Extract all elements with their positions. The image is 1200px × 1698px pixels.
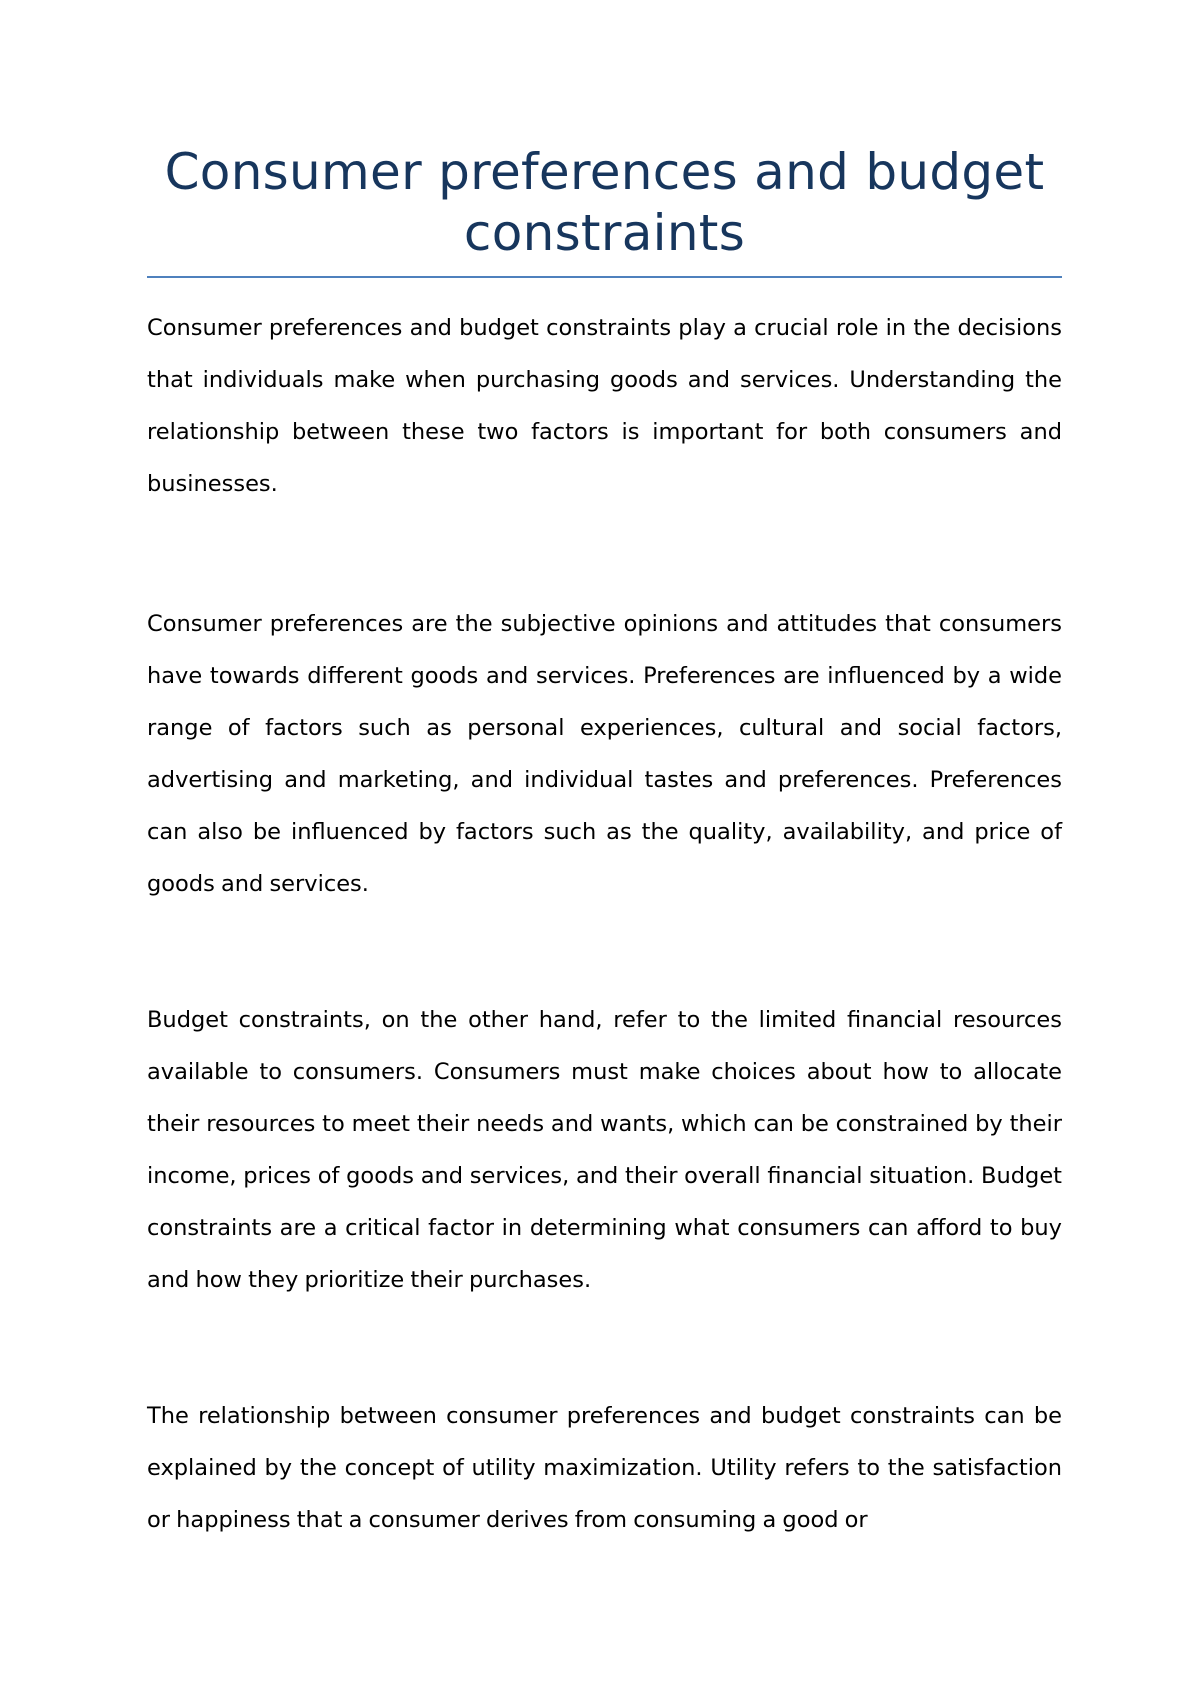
paragraph-consumer-preferences: Consumer preferences are the subjective opinions and attitudes that consumers have towards different goods and services. Preferences are influenced by a wide range of factors such as personal experiences, cultural and social factors, advertising and marketing, and individual tastes and preferences. Preferences can also be influenced by factors such as the quality, availability, and price of goods and services. bbox=[147, 611, 1062, 897]
title-divider bbox=[147, 276, 1062, 278]
paragraph-intro: Consumer preferences and budget constraints play a crucial role in the decisions that individuals make when purchasing goods and services. Understanding the relationship between these two factors is important for both consumers and businesses. bbox=[147, 315, 1062, 497]
document-title: Consumer preferences and budget constraints bbox=[164, 143, 1045, 262]
paragraph-budget-constraints: Budget constraints, on the other hand, refer to the limited financial resources available to consumers. Consumers must make choices about how to allocate their resources to meet their needs and wants, which can be constrained by their income, prices of goods and services, and their overall financial situation. Budget constraints are a critical factor in determining what consumers can afford to buy and how they prioritize their purchases. bbox=[147, 1007, 1062, 1293]
paragraph-utility-maximization: The relationship between consumer preferences and budget constraints can be explained by the concept of utility maximization. Utility refers to the satisfaction or happiness that a consumer derives from consuming a good or bbox=[147, 1403, 1062, 1533]
